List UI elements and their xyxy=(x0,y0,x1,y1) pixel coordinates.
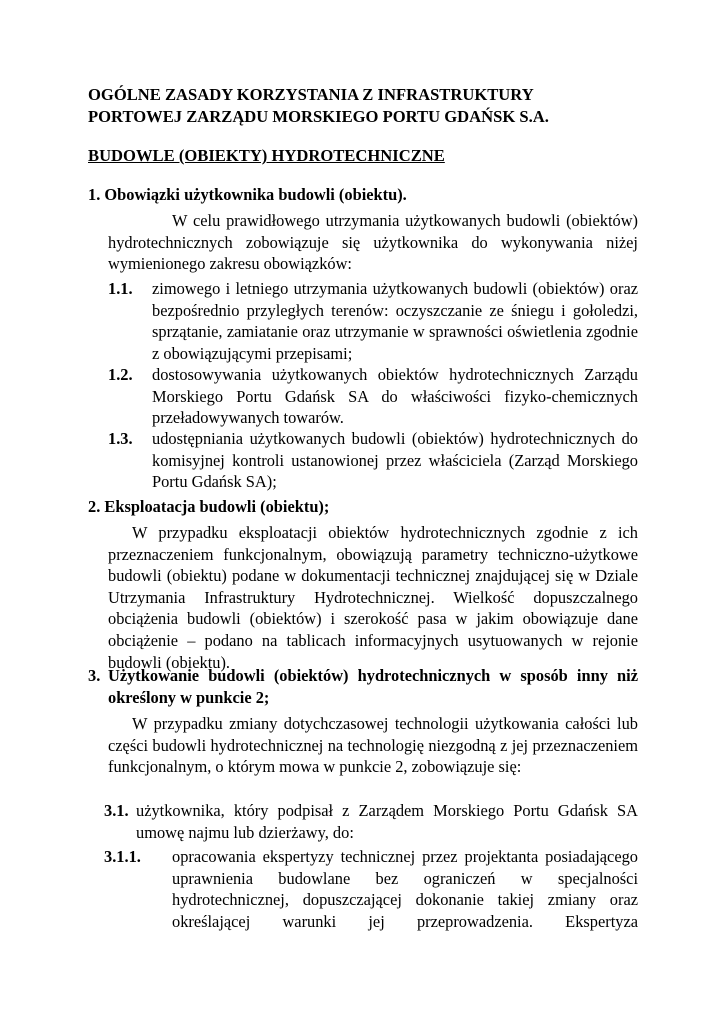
item-3-1-number: 3.1. xyxy=(104,801,129,820)
item-1-3-number: 1.3. xyxy=(108,429,133,448)
section-2-text: W przypadku eksploatacji obiektów hydrotechnicznych zgodnie z ich przeznaczeniem funkcjonalnym, obowiązują parametry techniczno-użytkowe budowli (obiektu) podane w dokumentacji technicznej znajdującej się w Dziale Utrzymania Infrastruktury Hydrotechnicznej. Wielkość dopuszczalnego obciążenia budowli (obiektów) i szerokość pasa w jakim obowiązuje dane obciążenie – podano na tablicach informacyjnych usytuowanych w rejonie budowli (obiektu). xyxy=(108,523,638,672)
section-3-heading: Użytkowanie budowli (obiektów) hydrotechnicznych w sposób inny niż określony w punkcie 2; xyxy=(108,666,638,707)
section-2-heading: 2. Eksploatacja budowli (obiektu); xyxy=(88,497,330,516)
title-line-2: PORTOWEJ ZARZĄDU MORSKIEGO PORTU GDAŃSK S.A. xyxy=(88,107,549,126)
title-line-1: OGÓLNE ZASADY KORZYSTANIA Z INFRASTRUKTURY xyxy=(88,85,534,104)
item-3-1-1-text: opracowania ekspertyzy technicznej przez projektanta posiadającego uprawnienia budowlane bez ograniczeń w specjalności hydrotechnicznej, dopuszczającej dokonanie takiej zmiany oraz określającej warunki jej przeprowadzenia. Ekspertyza xyxy=(172,847,638,931)
item-1-2-text: dostosowywania użytkowanych obiektów hydrotechnicznych Zarządu Morskiego Portu Gdańsk SA do właściwości fizyko-chemicznych przeładowywanych towarów. xyxy=(152,365,638,428)
item-3-1-1-number: 3.1.1. xyxy=(104,847,141,866)
item-1-1-text: zimowego i letniego utrzymania użytkowanych budowli (obiektów) oraz bezpośrednio przyległych terenów: oczyszczanie ze śniegu i gołoledzi, sprzątanie, zamiatanie oraz utrzymanie w sprawności oświetlenia zgodnie z obowiązującymi przepisami; xyxy=(152,279,638,363)
item-1-3-text: udostępniania użytkowanych budowli (obiektów) hydrotechnicznych do komisyjnej kontroli ustanowionej przez właściciela (Zarząd Morskiego Portu Gdańsk SA); xyxy=(152,429,638,492)
section-1-intro-text: W celu prawidłowego utrzymania użytkowanych budowli (obiektów) hydrotechnicznych zobowiązuje się użytkownika do wykonywania niżej wymienionego zakresu obowiązków: xyxy=(108,211,638,274)
item-3-1-text: użytkownika, który podpisał z Zarządem Morskiego Portu Gdańsk SA umowę najmu lub dzierżawy, do: xyxy=(136,801,638,842)
section-3-text: W przypadku zmiany dotychczasowej technologii użytkowania całości lub części budowli hydrotechnicznej na technologię niezgodną z jej przeznaczeniem funkcjonalnym, o którym mowa w punkcie 2, zobowiązuje się: xyxy=(108,714,638,777)
section-1-heading: 1. Obowiązki użytkownika budowli (obiektu). xyxy=(88,185,407,204)
section-3-number: 3. xyxy=(88,666,101,685)
document-title xyxy=(88,84,648,128)
item-1-1-number: 1.1. xyxy=(108,279,133,298)
document-subtitle: BUDOWLE (OBIEKTY) HYDROTECHNICZNE xyxy=(88,146,445,165)
section-1-intro xyxy=(108,210,638,275)
item-1-2-number: 1.2. xyxy=(108,365,133,384)
